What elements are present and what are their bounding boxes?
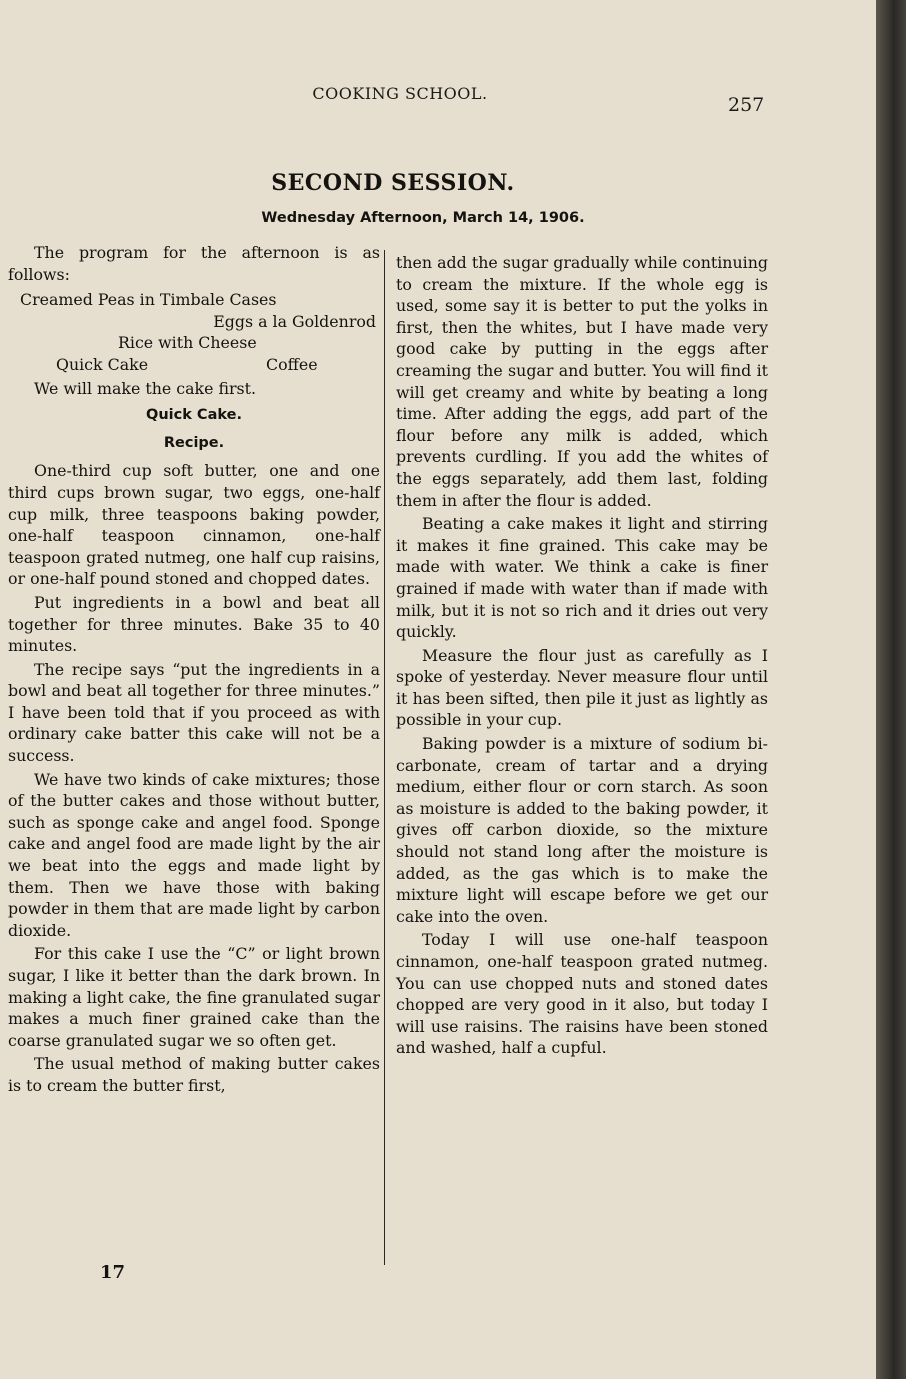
left-column: [8, 242, 380, 1099]
body-paragraph: Baking powder is a mixture of sodium bi-carbonate, cream of tartar and a drying medium, either flour or corn starch. As soon as moisture is added to the baking powder, it gives off carbon dioxide, so the mixture should not stand long after the moisture is added, as the gas which is to make the mixture light will escape before we get our cake into the oven.: [396, 734, 768, 926]
section-title: SECOND SESSION.: [271, 170, 515, 196]
body-paragraph: For this cake I use the “C” or light brown sugar, I like it better than the dark brown. In making a light cake, the fine granulated sugar makes a much finer grained cake than the coarse granulated sugar we so often get.: [8, 944, 380, 1050]
dateline: Wednesday Afternoon, March 14, 1906.: [261, 210, 585, 226]
running-header: COOKING SCHOOL.: [312, 84, 488, 103]
recipe-heading: Quick Cake.: [146, 407, 242, 424]
body-paragraph: Measure the flour just as carefully as I spoke of yesterday. Never measure flour until it has been sifted, then pile it just as lightly as possible in your cup.: [396, 645, 768, 730]
menu-item: Rice with Cheese: [118, 333, 257, 353]
menu-item: Eggs a la Goldenrod: [213, 311, 376, 331]
make-first-line: We will make the cake first.: [34, 378, 257, 398]
body-paragraph: One-third cup soft butter, one and one third cups brown sugar, two eggs, one-half cup milk, three teaspoons baking powder, one-half teaspoon cinnamon, one-half teaspoon grated nutmeg, one half cup raisins, or one-half pound stoned and chopped dates.: [8, 461, 380, 589]
body-paragraph: We have two kinds of cake mixtures; those of the butter cakes and those without butter, such as sponge cake and angel food. Sponge cake and angel food are made light by the air we beat into the eggs and made light by them. Then we have those with baking powder in them that are made light by carbon dioxide.: [8, 769, 380, 940]
body-paragraph: The recipe says “put the ingredients in a bowl and beat all together for three minutes.” I have been told that if you proceed as with ordinary cake batter this cake will not be a success.: [8, 659, 380, 766]
recipe-subheading: Recipe.: [163, 434, 225, 451]
menu-item: Creamed Peas in Timbale Cases: [20, 290, 277, 310]
program-menu: [8, 289, 380, 375]
signature-mark: 17: [100, 1262, 126, 1283]
body-paragraph: Beating a cake makes it light and stirring it makes it fine grained. This cake may be made with water. We think a cake is finer grained if made with water than if made with milk, but it is not so rich and it dries out very quickly.: [396, 514, 768, 642]
menu-item: Coffee: [266, 354, 318, 374]
book-gutter: [876, 0, 906, 1379]
column-divider: [384, 250, 385, 1265]
page-number: 257: [728, 94, 765, 116]
menu-item: Quick Cake: [56, 354, 149, 374]
body-paragraph: then add the sugar gradually while continuing to cream the mixture. If the whole egg is used, some say it is better to put the yolks in first, then the whites, but I have made very good cake by putting in the eggs after creaming the sugar and butter. You will find it will get creamy and white by beating a long time. After adding the eggs, add part of the flour before any milk is added, which prevents curdling. If you add the whites of the eggs separately, add them last, folding them in after the flour is added.: [396, 253, 768, 510]
body-paragraph: Today I will use one-half teaspoon cinnamon, one-half teaspoon grated nutmeg. You can use chopped nuts and stoned dates chopped are very good in it also, but today I will use raisins. The raisins have been stoned and washed, half a cupful.: [396, 930, 768, 1058]
intro-paragraph: The program for the afternoon is as follows:: [8, 243, 380, 284]
body-paragraph: Put ingredients in a bowl and beat all together for three minutes. Bake 35 to 40 minutes.: [8, 592, 380, 656]
right-column: [396, 252, 768, 1061]
menu-row: [8, 354, 380, 376]
body-paragraph: The usual method of making butter cakes is to cream the butter first,: [8, 1054, 380, 1095]
